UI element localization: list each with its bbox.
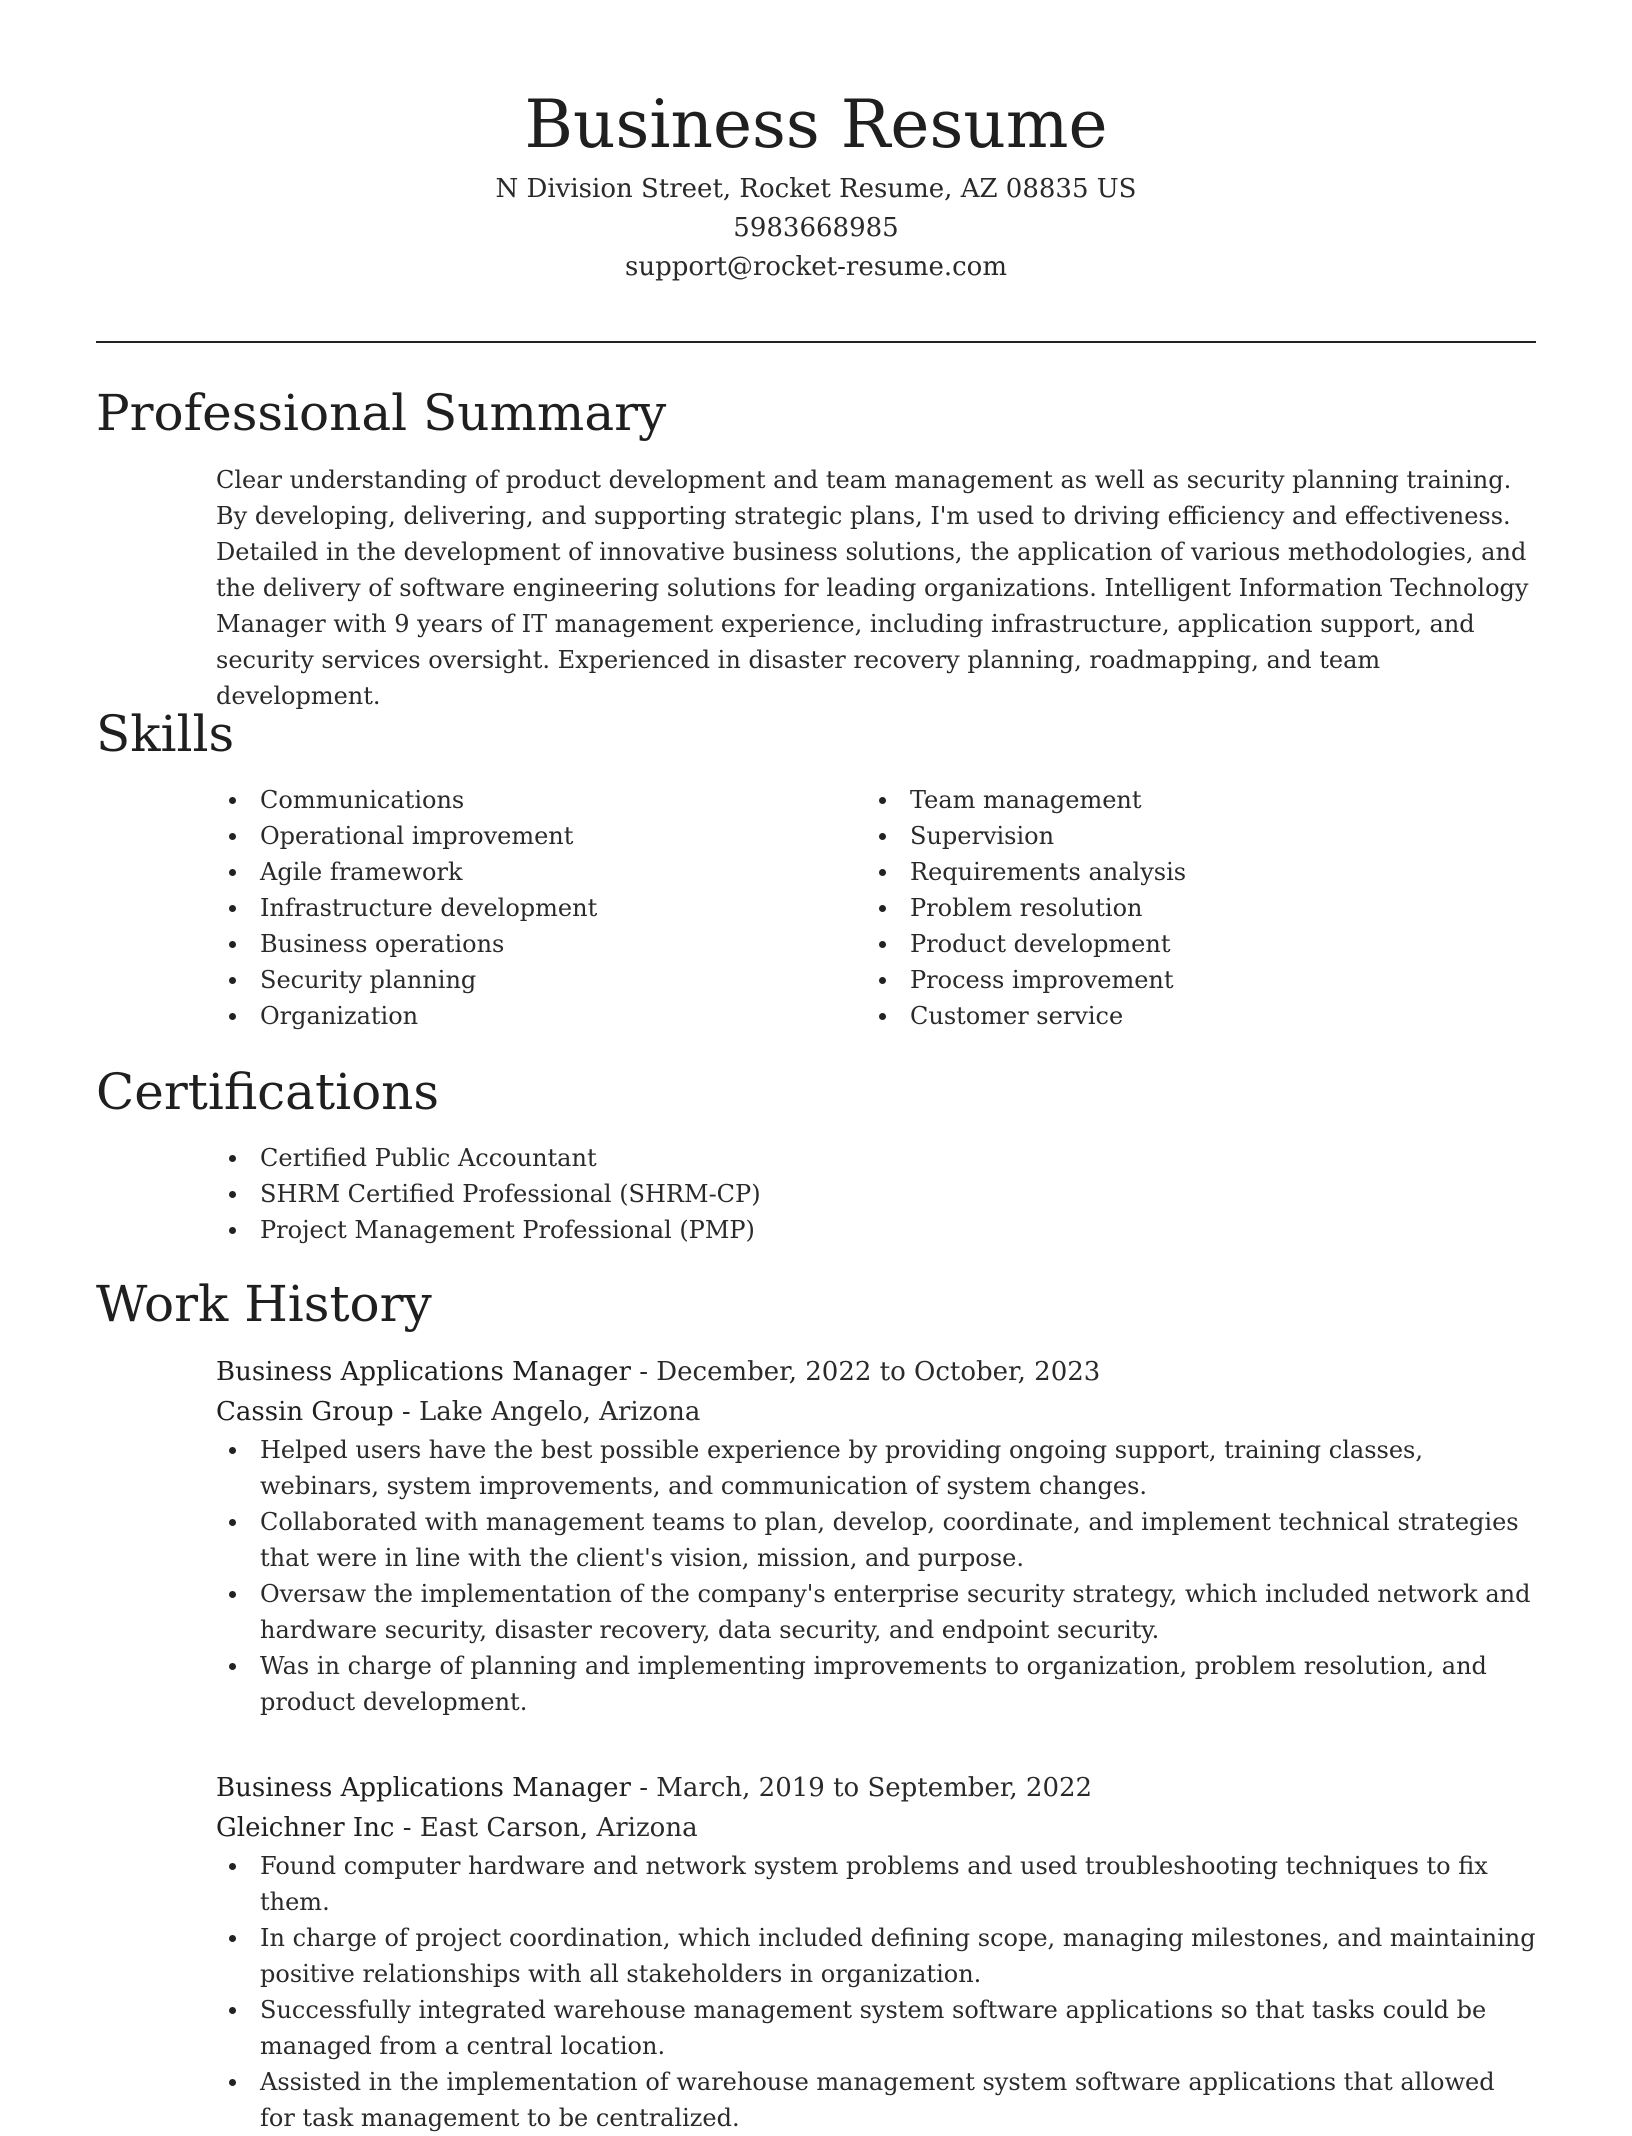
job-bullet-list <box>216 1432 1536 1720</box>
job-bullet: Helped users have the best possible experience by providing ongoing support, training classes, webinars, system improvements, and communication of system changes. <box>216 1432 1536 1504</box>
skill-item: Product development <box>866 926 1526 962</box>
job-company-line <box>216 1808 1536 1848</box>
job-dates: December, 2022 to October, 2023 <box>656 1357 1101 1387</box>
contact-phone: 5983668985 <box>733 213 899 243</box>
job-bullet-list <box>216 1848 1536 2136</box>
resume-name: Business Resume <box>524 86 1108 163</box>
skill-item: Organization <box>216 998 856 1034</box>
skill-item: Operational improvement <box>216 818 856 854</box>
job-title: Business Applications Manager <box>216 1773 631 1803</box>
skills-list-left <box>216 782 856 1034</box>
job-title-line <box>216 1352 1536 1392</box>
job-title-line <box>216 1768 1536 1808</box>
header-divider <box>96 341 1536 343</box>
certifications-list <box>216 1140 1516 1248</box>
contact-email: support@rocket-resume.com <box>624 252 1007 282</box>
summary-text: Clear understanding of product development and team management as well as security planning training. By developing, delivering, and supporting strategic plans, I'm used to driving efficiency and effectiveness. Detailed in the development of innovative business solutions, the application of various methodologies, and the delivery of software engineering solutions for leading organizations. Intelligent Information Technology Manager with 9 years of IT management experience, including infrastructure, application support, and security services oversight. Experienced in disaster recovery planning, roadmapping, and team development. <box>216 466 1529 710</box>
job-title: Business Applications Manager <box>216 1357 631 1387</box>
skill-item: Customer service <box>866 998 1526 1034</box>
job-bullet: Was in charge of planning and implementing improvements to organization, problem resolution, and product development. <box>216 1648 1536 1720</box>
skill-item: Security planning <box>216 962 856 998</box>
certification-item: Certified Public Accountant <box>216 1140 1516 1176</box>
skill-item: Business operations <box>216 926 856 962</box>
contact-address: N Division Street, Rocket Resume, AZ 08835 US <box>495 174 1137 204</box>
skills-list-right <box>866 782 1526 1034</box>
work-history-heading: Work History <box>96 1275 432 1333</box>
skill-item: Supervision <box>866 818 1526 854</box>
skill-item: Infrastructure development <box>216 890 856 926</box>
job-entry <box>216 1352 1536 1720</box>
skill-item: Team management <box>866 782 1526 818</box>
skills-heading: Skills <box>96 705 235 763</box>
job-dates: March, 2019 to September, 2022 <box>656 1773 1093 1803</box>
summary-heading: Professional Summary <box>96 384 667 442</box>
job-entry <box>216 1768 1536 2136</box>
job-company: Cassin Group <box>216 1397 394 1427</box>
job-company: Gleichner Inc <box>216 1813 395 1843</box>
separator: - <box>630 1357 657 1387</box>
certification-item: SHRM Certified Professional (SHRM-CP) <box>216 1176 1516 1212</box>
skill-item: Problem resolution <box>866 890 1526 926</box>
job-bullet: Found computer hardware and network system problems and used troubleshooting techniques to fix them. <box>216 1848 1536 1920</box>
resume-header <box>0 80 1632 287</box>
skill-item: Requirements analysis <box>866 854 1526 890</box>
certification-item: Project Management Professional (PMP) <box>216 1212 1516 1248</box>
job-location: East Carson, Arizona <box>419 1813 698 1843</box>
separator: - <box>394 1813 420 1843</box>
job-location: Lake Angelo, Arizona <box>418 1397 701 1427</box>
job-bullet: In charge of project coordination, which included defining scope, managing milestones, and maintaining positive relationships with all stakeholders in organization. <box>216 1920 1536 1992</box>
separator: - <box>630 1773 657 1803</box>
job-bullet: Successfully integrated warehouse management system software applications so that tasks could be managed from a central location. <box>216 1992 1536 2064</box>
job-bullet: Oversaw the implementation of the company's enterprise security strategy, which included network and hardware security, disaster recovery, data security, and endpoint security. <box>216 1576 1536 1648</box>
job-bullet: Assisted in the implementation of warehouse management system software applications that allowed for task management to be centralized. <box>216 2064 1536 2136</box>
certifications-heading: Certifications <box>96 1063 440 1121</box>
skill-item: Process improvement <box>866 962 1526 998</box>
job-company-line <box>216 1392 1536 1432</box>
skill-item: Communications <box>216 782 856 818</box>
separator: - <box>393 1397 419 1427</box>
job-bullet: Collaborated with management teams to plan, develop, coordinate, and implement technical strategies that were in line with the client's vision, mission, and purpose. <box>216 1504 1536 1576</box>
skill-item: Agile framework <box>216 854 856 890</box>
